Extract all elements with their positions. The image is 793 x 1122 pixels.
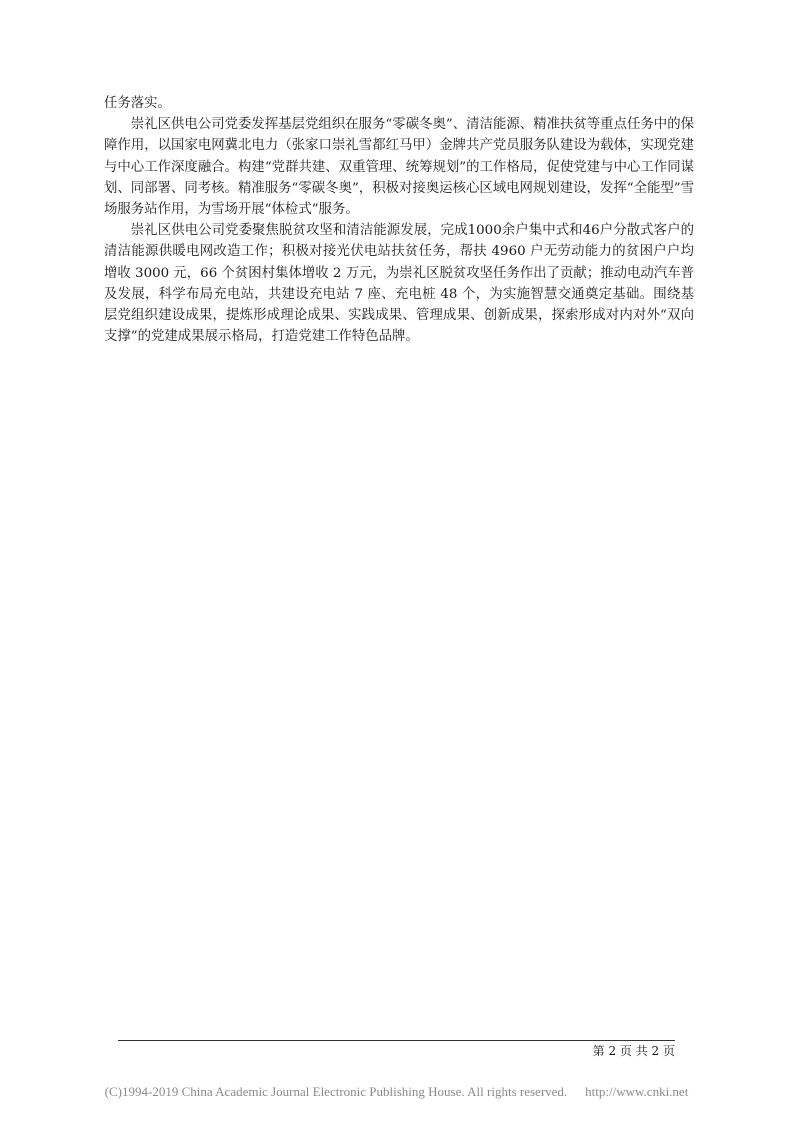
copyright-url[interactable]: http://www.cnki.net xyxy=(585,1084,689,1099)
paragraph-party-building: 崇礼区供电公司党委发挥基层党组织在服务“零碳冬奥”、清洁能源、精准扶贫等重点任务中的保障作用，以国家电网冀北电力（张家口崇礼雪都红马甲）金牌共产党员服务队建设为载体，实现党建与中心工作深度融合。构建“党群共建、双重管理、统筹规划”的工作格局，促使党建与中心工作同谋划、同部署、同考核。精准服务“零碳冬奥”，积极对接奥运核心区域电网规划建设，发挥“全能型”雪场服务站作用，为雪场开展“体检式”服务。 xyxy=(104,117,694,218)
body-text xyxy=(104,93,694,347)
paragraph-poverty-alleviation: 崇礼区供电公司党委聚焦脱贫攻坚和清洁能源发展，完成1000余户集中式和46户分散式客户的清洁能源供暖电网改造工作；积极对接光伏电站扶贫任务，帮扶 4960 户无劳动能力的贫困户户均增收 3000 元，66 个贫困村集体增收 2 万元，为崇礼区脱贫攻坚任务作出了贡献；推动电动汽车普及发展，科学布局充电站，共建设充电站 7 座、充电桩 48 个，为实施智慧交通奠定基础。围绕基层党组织建设成果，提炼形成理论成果、实践成果、管理成果、创新成果，探索形成对内对外“双向支撑”的党建成果展示格局，打造党建工作特色品牌。 xyxy=(104,223,694,345)
footer-divider xyxy=(118,1040,675,1041)
paragraph-continuation: 任务落实。 xyxy=(104,96,171,111)
copyright-line xyxy=(0,1083,793,1101)
copyright-notice: (C)1994-2019 China Academic Journal Electronic Publishing House. All rights reserved. xyxy=(104,1084,568,1099)
page-number: 第 2 页 共 2 页 xyxy=(592,1044,675,1058)
